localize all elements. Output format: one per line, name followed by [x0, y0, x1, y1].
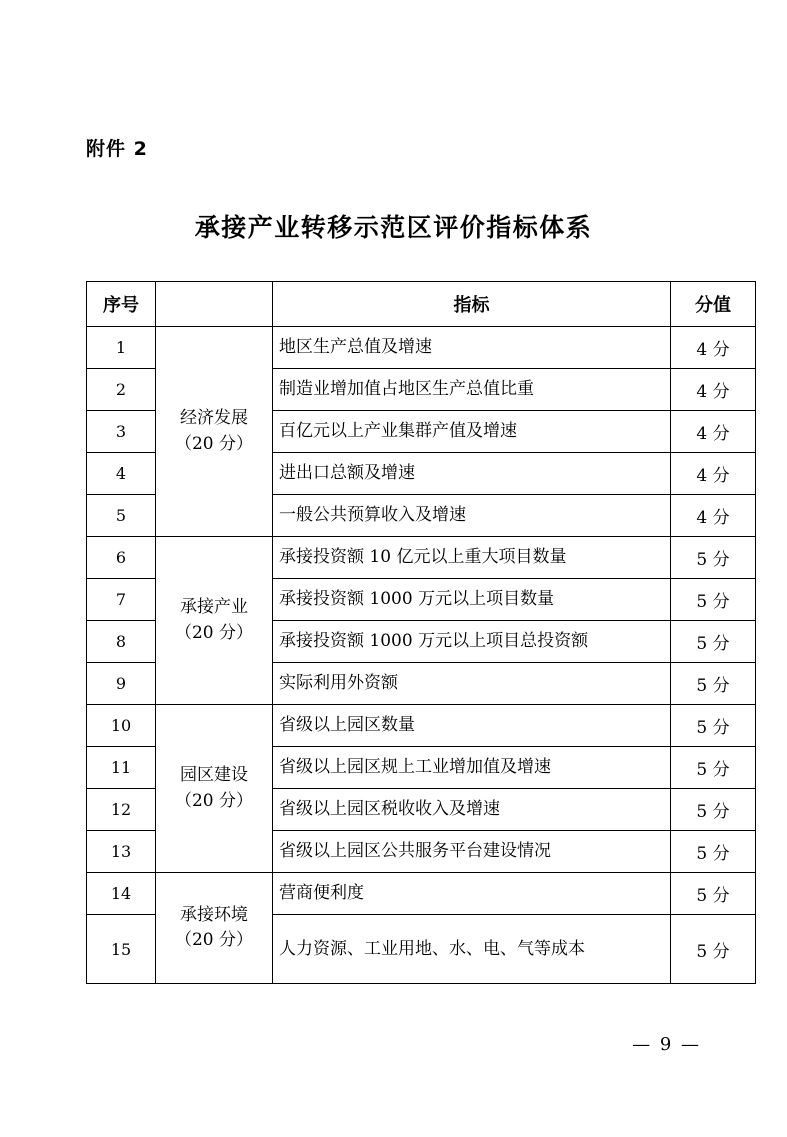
- column-header-indicator: 指标: [273, 282, 671, 327]
- row-indicator: 承接投资额 10 亿元以上重大项目数量: [273, 537, 671, 579]
- category-cell: [156, 537, 273, 705]
- row-indicator: 省级以上园区数量: [273, 705, 671, 747]
- row-score: 4 分: [671, 327, 756, 369]
- category-name: 承接环境: [180, 904, 248, 925]
- row-no: 11: [87, 747, 156, 789]
- row-no: 14: [87, 873, 156, 915]
- row-score: 5 分: [671, 831, 756, 873]
- indicator-table: [86, 281, 756, 984]
- row-indicator: 百亿元以上产业集群产值及增速: [273, 411, 671, 453]
- row-indicator: 人力资源、工业用地、水、电、气等成本: [273, 915, 671, 984]
- row-indicator: 承接投资额 1000 万元以上项目数量: [273, 579, 671, 621]
- row-no: 6: [87, 537, 156, 579]
- category-points: （20 分）: [174, 930, 254, 950]
- row-no: 10: [87, 705, 156, 747]
- row-score: 5 分: [671, 915, 756, 984]
- column-header-category: [156, 282, 273, 327]
- table-row: [87, 537, 756, 579]
- category-name: 经济发展: [180, 408, 248, 428]
- row-score: 5 分: [671, 747, 756, 789]
- indicator-table-wrapper: [86, 281, 731, 984]
- row-no: 1: [87, 327, 156, 369]
- row-score: 5 分: [671, 789, 756, 831]
- row-score: 5 分: [671, 537, 756, 579]
- row-score: 4 分: [671, 453, 756, 495]
- row-no: 9: [87, 663, 156, 705]
- category-cell: [156, 873, 273, 984]
- row-score: 5 分: [671, 705, 756, 747]
- category-points: （20 分）: [174, 433, 254, 454]
- row-no: 13: [87, 831, 156, 873]
- row-indicator: 进出口总额及增速: [273, 453, 671, 495]
- row-score: 5 分: [671, 873, 756, 915]
- row-score: 4 分: [671, 411, 756, 453]
- table-row: [87, 705, 756, 747]
- row-indicator: 一般公共预算收入及增速: [273, 495, 671, 537]
- row-no: 3: [87, 411, 156, 453]
- row-no: 12: [87, 789, 156, 831]
- category-points: （20 分）: [174, 790, 254, 811]
- row-indicator: 实际利用外资额: [273, 663, 671, 705]
- row-no: 5: [87, 495, 156, 537]
- row-no: 15: [87, 915, 156, 984]
- row-score: 4 分: [671, 495, 756, 537]
- column-header-score: 分值: [671, 282, 756, 327]
- table-header: [87, 282, 756, 327]
- category-points: （20 分）: [174, 622, 254, 643]
- page-number: — 9 —: [632, 1034, 701, 1055]
- row-indicator: 省级以上园区税收收入及增速: [273, 789, 671, 831]
- category-cell: [156, 327, 273, 537]
- attachment-label: 附件 2: [86, 138, 148, 160]
- row-indicator: 地区生产总值及增速: [273, 327, 671, 369]
- row-score: 4 分: [671, 369, 756, 411]
- row-indicator: 省级以上园区规上工业增加值及增速: [273, 747, 671, 789]
- row-indicator: 制造业增加值占地区生产总值比重: [273, 369, 671, 411]
- row-score: 5 分: [671, 621, 756, 663]
- row-no: 8: [87, 621, 156, 663]
- row-score: 5 分: [671, 579, 756, 621]
- row-indicator: 承接投资额 1000 万元以上项目总投资额: [273, 621, 671, 663]
- category-cell: [156, 705, 273, 873]
- table-body: [87, 327, 756, 984]
- row-indicator: 省级以上园区公共服务平台建设情况: [273, 831, 671, 873]
- row-no: 4: [87, 453, 156, 495]
- page-title: 承接产业转移示范区评价指标体系: [194, 213, 593, 242]
- column-header-no: 序号: [87, 282, 156, 327]
- row-indicator: 营商便利度: [273, 873, 671, 915]
- table-row: [87, 873, 756, 915]
- category-name: 承接产业: [180, 597, 248, 617]
- row-score: 5 分: [671, 663, 756, 705]
- row-no: 7: [87, 579, 156, 621]
- category-name: 园区建设: [180, 765, 248, 785]
- row-no: 2: [87, 369, 156, 411]
- table-header-row: [87, 282, 756, 327]
- table-row: [87, 327, 756, 369]
